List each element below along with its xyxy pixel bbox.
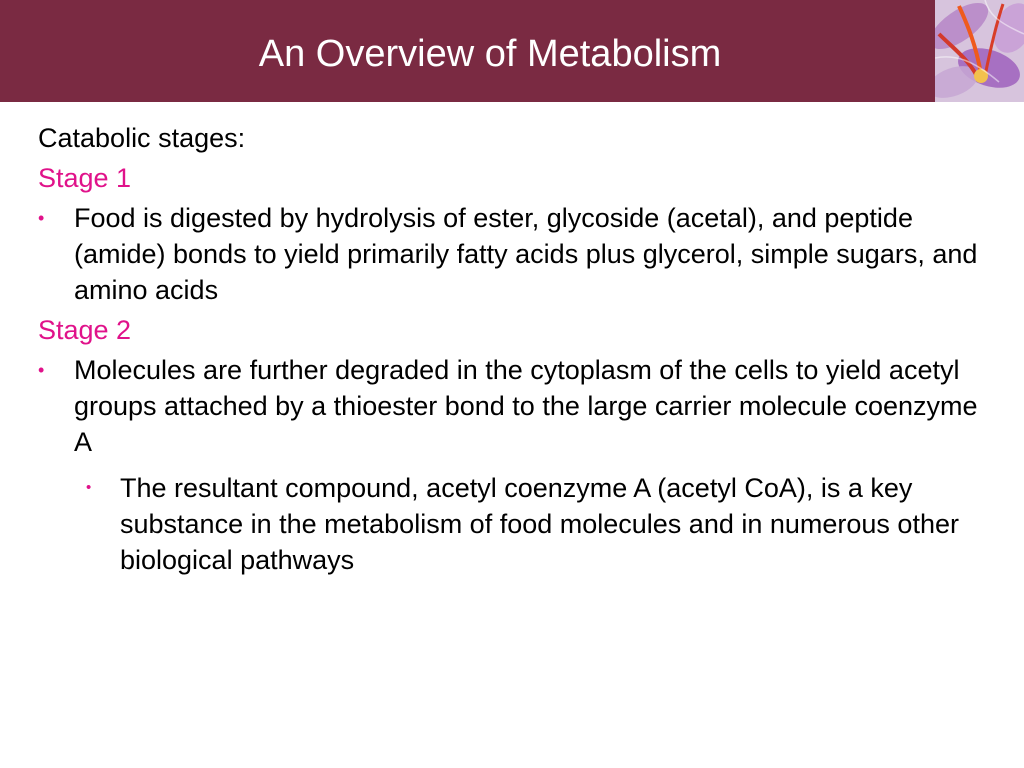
- bullet-item: [38, 352, 998, 460]
- bullet-dot-icon: •: [38, 208, 45, 228]
- bullet-text: Molecules are further degraded in the cytoplasm of the cells to yield acetyl groups attached by a thioester bond to the large carrier molecule coenzyme A: [74, 355, 978, 457]
- stage-2-heading: Stage 2: [38, 315, 132, 345]
- bullet-dot-icon: •: [38, 360, 45, 380]
- slide-title: An Overview of Metabolism: [258, 33, 722, 75]
- flower-icon: [935, 0, 1024, 102]
- bullet-item: [38, 200, 998, 308]
- flower-image: [935, 0, 1024, 102]
- sub-bullet-item: [38, 470, 998, 578]
- stage-1-heading: Stage 1: [38, 163, 132, 193]
- slide-body: [38, 120, 998, 578]
- sub-bullet-dot-icon: •: [86, 479, 92, 496]
- section-heading: Catabolic stages:: [38, 123, 246, 153]
- bullet-text: Food is digested by hydrolysis of ester, glycoside (acetal), and peptide (amide) bonds to yield primarily fatty acids plus glycerol, simple sugars, and amino acids: [74, 203, 978, 305]
- title-bar: [0, 0, 1024, 102]
- sub-bullet-text: The resultant compound, acetyl coenzyme A (acetyl CoA), is a key substance in the metabolism of food molecules and in numerous other biological pathways: [120, 473, 959, 575]
